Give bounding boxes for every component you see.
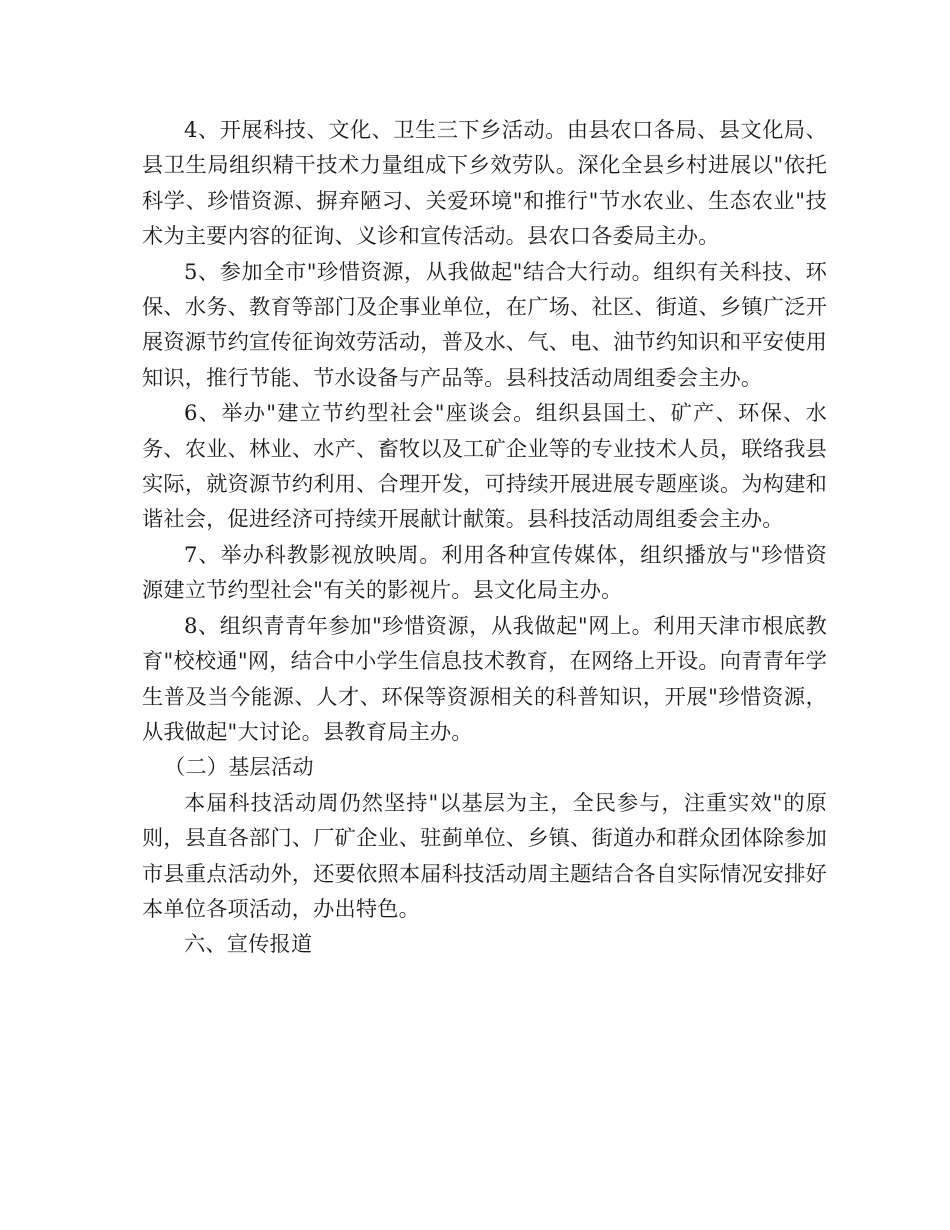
section-heading-grassroots: （二）基层活动 [164, 754, 314, 780]
section-heading-publicity: 六、宣传报道 [184, 931, 313, 957]
paragraph-item-7: 7、举办科教影视放映周。利用各种宣传媒体，组织播放与"珍惜资源建立节约型社会"有关的影视片。县文化局主办。 [142, 541, 827, 603]
document-body [142, 112, 827, 962]
paragraph-item-6: 6、举办"建立节约型社会"座谈会。组织县国土、矿产、环保、水务、农业、林业、水产、畜牧以及工矿企业等的专业技术人员，联络我县实际，就资源节约利用、合理开发，可持续开展进展专题座谈。为构建和谐社会，促进经济可持续开展献计献策。县科技活动周组委会主办。 [142, 400, 827, 532]
paragraph-item-8: 8、组织青青年参加"珍惜资源，从我做起"网上。利用天津市根底教育"校校通"网，结合中小学生信息技术教育，在网络上开设。向青青年学生普及当今能源、人才、环保等资源相关的科普知识，开展"珍惜资源，从我做起"大讨论。县教育局主办。 [142, 612, 827, 744]
paragraph-item-5: 5、参加全市"珍惜资源，从我做起"结合大行动。组织有关科技、环保、水务、教育等部门及企事业单位，在广场、社区、街道、乡镇广泛开展资源节约宣传征询效劳活动，普及水、气、电、油节约知识和平安使用知识，推行节能、节水设备与产品等。县科技活动周组委会主办。 [142, 258, 827, 390]
paragraph-grassroots: 本届科技活动周仍然坚持"以基层为主，全民参与，注重实效"的原则，县直各部门、厂矿企业、驻蓟单位、乡镇、街道办和群众团体除参加市县重点活动外，还要依照本届科技活动周主题结合各自实际情况安排好本单位各项活动，办出特色。 [142, 789, 827, 921]
paragraph-item-4: 4、开展科技、文化、卫生三下乡活动。由县农口各局、县文化局、县卫生局组织精干技术力量组成下乡效劳队。深化全县乡村进展以"依托科学、珍惜资源、摒弃陋习、关爱环境"和推行"节水农业、生态农业"技术为主要内容的征询、义诊和宣传活动。县农口各委局主办。 [142, 117, 827, 249]
